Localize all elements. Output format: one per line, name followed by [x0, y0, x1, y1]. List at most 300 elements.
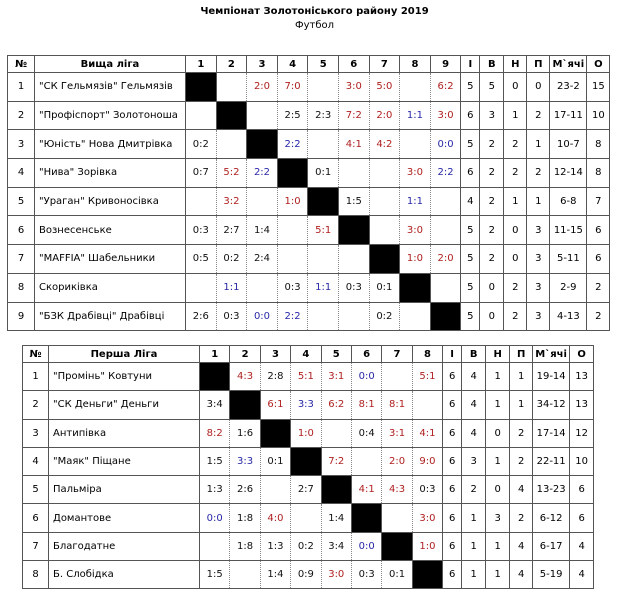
score-cell: 0:3 [186, 216, 217, 245]
stat-cell: 0 [527, 73, 550, 102]
score-cell: 1:0 [291, 419, 321, 447]
table-row [8, 73, 610, 102]
stat-cell: 8 [587, 130, 610, 159]
score-cell: 0:3 [277, 273, 308, 302]
score-cell: 9:0 [412, 447, 442, 475]
score-cell: 1:3 [260, 532, 290, 560]
header-stat: О [570, 346, 594, 363]
score-cell: 8:1 [351, 391, 381, 419]
score-cell: 3:0 [400, 216, 431, 245]
stat-cell: 2 [504, 273, 527, 302]
score-cell [412, 391, 442, 419]
score-cell: 3:1 [321, 363, 351, 391]
header-col-5: 5 [321, 346, 351, 363]
team-name: "СК Деньги" Деньги [49, 391, 200, 419]
stat-cell: 6 [443, 504, 462, 532]
score-cell: 0:1 [260, 447, 290, 475]
diagonal-cell [412, 561, 442, 589]
score-cell [200, 532, 230, 560]
header-col-1: 1 [200, 346, 230, 363]
score-cell: 6:2 [321, 391, 351, 419]
score-cell: 0:0 [247, 302, 278, 331]
stat-cell: 1 [486, 447, 510, 475]
row-number: 2 [8, 101, 35, 130]
score-cell: 2:2 [247, 159, 278, 188]
score-cell [400, 73, 431, 102]
score-cell: 2:2 [277, 302, 308, 331]
table-row [8, 101, 610, 130]
score-cell: 7:2 [321, 447, 351, 475]
stat-cell: 0 [480, 273, 504, 302]
score-cell [247, 101, 278, 130]
score-cell [247, 273, 278, 302]
score-cell [230, 561, 260, 589]
stat-cell: 7 [587, 187, 610, 216]
stat-cell: 6-8 [550, 187, 587, 216]
stat-cell: 1 [486, 363, 510, 391]
row-number: 1 [8, 73, 35, 102]
score-cell: 1:4 [247, 216, 278, 245]
header-col-7: 7 [369, 56, 400, 73]
row-number: 3 [23, 419, 49, 447]
score-cell [291, 504, 321, 532]
score-cell: 2:6 [230, 476, 260, 504]
score-cell [338, 159, 369, 188]
score-cell: 8:2 [200, 419, 230, 447]
header-stat: В [480, 56, 504, 73]
score-cell: 4:0 [260, 504, 290, 532]
score-cell: 1:1 [400, 101, 431, 130]
row-number: 4 [23, 447, 49, 475]
row-number: 6 [23, 504, 49, 532]
score-cell: 0:3 [216, 302, 247, 331]
stat-cell: 6 [461, 159, 480, 188]
stat-cell: 2 [510, 447, 533, 475]
table-row [8, 273, 610, 302]
diagonal-cell [369, 245, 400, 274]
stat-cell: 12-14 [550, 159, 587, 188]
score-cell: 7:2 [338, 101, 369, 130]
score-cell: 5:0 [369, 73, 400, 102]
page-subtitle: Футбол [294, 20, 335, 31]
table-row [8, 216, 610, 245]
score-cell: 0:2 [369, 302, 400, 331]
team-name: Скориківка [35, 273, 186, 302]
stat-cell: 0 [504, 73, 527, 102]
score-cell [186, 101, 217, 130]
header-col-4: 4 [277, 56, 308, 73]
header-stat: В [462, 346, 486, 363]
team-name: "Профіспорт" Золотоноша [35, 101, 186, 130]
diagonal-cell [400, 273, 431, 302]
score-cell: 2:5 [277, 101, 308, 130]
stat-cell: 2 [480, 159, 504, 188]
team-name: Благодатне [49, 532, 200, 560]
stat-cell: 2 [480, 216, 504, 245]
stat-cell: 6 [443, 532, 462, 560]
score-cell: 4:3 [382, 476, 412, 504]
row-number: 5 [23, 476, 49, 504]
score-cell: 2:0 [247, 73, 278, 102]
stat-cell: 0 [504, 245, 527, 274]
stat-cell: 1 [462, 561, 486, 589]
header-num: № [23, 346, 49, 363]
diagonal-cell [430, 302, 461, 331]
score-cell: 3:0 [412, 504, 442, 532]
score-cell: 1:0 [400, 245, 431, 274]
stat-cell: 1 [527, 130, 550, 159]
stat-cell: 1 [462, 532, 486, 560]
stat-cell: 4 [510, 561, 533, 589]
stat-cell: 6 [570, 476, 594, 504]
stat-cell: 5-11 [550, 245, 587, 274]
team-name: Пальміра [49, 476, 200, 504]
header-col-3: 3 [247, 56, 278, 73]
stat-cell: 1 [527, 187, 550, 216]
score-cell: 0:9 [291, 561, 321, 589]
league-name: Перша Ліга [49, 346, 200, 363]
stat-cell: 1 [462, 504, 486, 532]
header-col-1: 1 [186, 56, 217, 73]
score-cell: 0:2 [216, 245, 247, 274]
stat-cell: 2-9 [550, 273, 587, 302]
league-table-top [7, 55, 610, 331]
score-cell [400, 302, 431, 331]
team-name: Б. Слобідка [49, 561, 200, 589]
score-cell: 4:3 [230, 363, 260, 391]
score-cell: 4:1 [351, 476, 381, 504]
stat-cell: 5 [461, 273, 480, 302]
table-row [23, 504, 594, 532]
stat-cell: 11-15 [550, 216, 587, 245]
score-cell: 2:0 [382, 447, 412, 475]
stat-cell: 10-7 [550, 130, 587, 159]
stat-cell: 8 [587, 159, 610, 188]
team-name: "Юність" Нова Дмитрівка [35, 130, 186, 159]
score-cell [277, 216, 308, 245]
team-name: "БЗК Драбівці" Драбівці [35, 302, 186, 331]
table-row [23, 561, 594, 589]
header-stat: М`ячі [533, 346, 570, 363]
stat-cell: 5 [461, 216, 480, 245]
stat-cell: 23-2 [550, 73, 587, 102]
score-cell: 2:7 [216, 216, 247, 245]
score-cell [382, 504, 412, 532]
stat-cell: 0 [486, 476, 510, 504]
stat-cell: 2 [504, 159, 527, 188]
score-cell: 5:1 [291, 363, 321, 391]
score-cell: 0:0 [200, 504, 230, 532]
stat-cell: 5-19 [533, 561, 570, 589]
score-cell: 3:4 [200, 391, 230, 419]
score-cell [338, 302, 369, 331]
score-cell [308, 245, 339, 274]
stat-cell: 3 [462, 447, 486, 475]
score-cell: 1:6 [230, 419, 260, 447]
team-name: Вознесенське [35, 216, 186, 245]
score-cell: 6:1 [260, 391, 290, 419]
stat-cell: 5 [461, 130, 480, 159]
diagonal-cell [260, 419, 290, 447]
stat-cell: 5 [461, 302, 480, 331]
header-stat: Н [486, 346, 510, 363]
score-cell: 3:0 [321, 561, 351, 589]
row-number: 9 [8, 302, 35, 331]
stat-cell: 2 [510, 419, 533, 447]
stat-cell: 1 [504, 101, 527, 130]
header-col-8: 8 [400, 56, 431, 73]
team-name: "Нива" Зорівка [35, 159, 186, 188]
header-stat: О [587, 56, 610, 73]
row-number: 2 [23, 391, 49, 419]
score-cell: 2:3 [308, 101, 339, 130]
score-cell: 0:1 [382, 561, 412, 589]
score-cell: 2:7 [291, 476, 321, 504]
stat-cell: 4 [510, 476, 533, 504]
stat-cell: 1 [486, 532, 510, 560]
stat-cell: 6 [443, 363, 462, 391]
score-cell: 3:4 [321, 532, 351, 560]
score-cell: 0:4 [351, 419, 381, 447]
row-number: 8 [23, 561, 49, 589]
score-cell: 5:1 [412, 363, 442, 391]
row-number: 7 [23, 532, 49, 560]
row-number: 7 [8, 245, 35, 274]
score-cell [277, 245, 308, 274]
stat-cell: 6 [443, 447, 462, 475]
score-cell: 2:0 [430, 245, 461, 274]
stat-cell: 6 [443, 476, 462, 504]
score-cell: 0:3 [412, 476, 442, 504]
stat-cell: 1 [510, 391, 533, 419]
stat-cell: 1 [486, 561, 510, 589]
stat-cell: 1 [510, 363, 533, 391]
score-cell [186, 187, 217, 216]
stat-cell: 13 [570, 391, 594, 419]
score-cell: 1:4 [321, 504, 351, 532]
score-cell: 8:1 [382, 391, 412, 419]
stat-cell: 13 [570, 363, 594, 391]
stat-cell: 1 [504, 187, 527, 216]
score-cell [308, 130, 339, 159]
stat-cell: 15 [587, 73, 610, 102]
row-number: 4 [8, 159, 35, 188]
score-cell: 0:0 [430, 130, 461, 159]
stat-cell: 2 [480, 130, 504, 159]
header-col-2: 2 [230, 346, 260, 363]
score-cell [308, 302, 339, 331]
score-cell [308, 73, 339, 102]
score-cell: 4:1 [412, 419, 442, 447]
stat-cell: 6-17 [533, 532, 570, 560]
header-stat: П [510, 346, 533, 363]
stat-cell: 2 [480, 245, 504, 274]
score-cell: 0:1 [369, 273, 400, 302]
score-cell: 2:2 [430, 159, 461, 188]
score-cell: 2:6 [186, 302, 217, 331]
score-cell: 3:0 [400, 159, 431, 188]
score-cell: 5:2 [216, 159, 247, 188]
score-cell [369, 216, 400, 245]
header-col-2: 2 [216, 56, 247, 73]
stat-cell: 19-14 [533, 363, 570, 391]
table-row [23, 363, 594, 391]
score-cell [260, 476, 290, 504]
stat-cell: 4 [570, 561, 594, 589]
score-cell [430, 273, 461, 302]
score-cell: 1:8 [230, 532, 260, 560]
diagonal-cell [277, 159, 308, 188]
stat-cell: 2 [510, 504, 533, 532]
stat-cell: 5 [461, 73, 480, 102]
stat-cell: 4 [462, 391, 486, 419]
stat-cell: 2 [480, 187, 504, 216]
table-row [8, 245, 610, 274]
diagonal-cell [216, 101, 247, 130]
stat-cell: 4 [461, 187, 480, 216]
stat-cell: 0 [480, 302, 504, 331]
stat-cell: 6 [587, 216, 610, 245]
score-cell: 4:1 [338, 130, 369, 159]
stat-cell: 2 [527, 101, 550, 130]
stat-cell: 2 [527, 159, 550, 188]
diagonal-cell [351, 504, 381, 532]
score-cell: 1:1 [216, 273, 247, 302]
league-table-first [22, 345, 594, 589]
score-cell: 5:1 [308, 216, 339, 245]
score-cell: 0:5 [186, 245, 217, 274]
team-name: "Промінь" Ковтуни [49, 363, 200, 391]
table-row [23, 532, 594, 560]
stat-cell: 3 [527, 245, 550, 274]
diagonal-cell [230, 391, 260, 419]
score-cell: 0:1 [308, 159, 339, 188]
score-cell: 1:8 [230, 504, 260, 532]
header-stat: І [443, 346, 462, 363]
stat-cell: 6 [443, 419, 462, 447]
diagonal-cell [291, 447, 321, 475]
score-cell: 7:0 [277, 73, 308, 102]
row-number: 3 [8, 130, 35, 159]
table-row [23, 419, 594, 447]
score-cell [369, 187, 400, 216]
stat-cell: 10 [570, 447, 594, 475]
stat-cell: 2 [462, 476, 486, 504]
team-name: "Ураган" Кривоносівка [35, 187, 186, 216]
score-cell: 1:1 [400, 187, 431, 216]
score-cell: 1:3 [200, 476, 230, 504]
stat-cell: 17-14 [533, 419, 570, 447]
stat-cell: 6 [443, 391, 462, 419]
score-cell: 1:4 [260, 561, 290, 589]
header-col-9: 9 [430, 56, 461, 73]
diagonal-cell [308, 187, 339, 216]
stat-cell: 0 [486, 419, 510, 447]
stat-cell: 4 [462, 419, 486, 447]
row-number: 8 [8, 273, 35, 302]
score-cell [351, 447, 381, 475]
table-row [8, 187, 610, 216]
stat-cell: 6-12 [533, 504, 570, 532]
header-col-7: 7 [382, 346, 412, 363]
stat-cell: 10 [587, 101, 610, 130]
row-number: 6 [8, 216, 35, 245]
score-cell: 6:2 [430, 73, 461, 102]
header-num: № [8, 56, 35, 73]
table-row [8, 159, 610, 188]
table-header-row [23, 346, 594, 363]
diagonal-cell [200, 363, 230, 391]
score-cell: 1:1 [308, 273, 339, 302]
table-row [23, 391, 594, 419]
table-row [23, 476, 594, 504]
header-col-6: 6 [338, 56, 369, 73]
header-col-3: 3 [260, 346, 290, 363]
score-cell: 0:2 [291, 532, 321, 560]
stat-cell: 3 [527, 302, 550, 331]
header-stat: Н [504, 56, 527, 73]
stat-cell: 3 [527, 273, 550, 302]
score-cell: 0:0 [351, 532, 381, 560]
diagonal-cell [247, 130, 278, 159]
stat-cell: 4 [510, 532, 533, 560]
score-cell [216, 73, 247, 102]
stat-cell: 2 [587, 302, 610, 331]
score-cell: 3:2 [216, 187, 247, 216]
score-cell: 1:5 [200, 561, 230, 589]
score-cell: 2:8 [260, 363, 290, 391]
stat-cell: 34-12 [533, 391, 570, 419]
score-cell [338, 245, 369, 274]
score-cell [382, 363, 412, 391]
stat-cell: 5 [480, 73, 504, 102]
score-cell: 0:3 [338, 273, 369, 302]
diagonal-cell [382, 532, 412, 560]
diagonal-cell [186, 73, 217, 102]
stat-cell: 6 [570, 504, 594, 532]
header-col-5: 5 [308, 56, 339, 73]
score-cell: 0:3 [351, 561, 381, 589]
league-name: Вища ліга [35, 56, 186, 73]
diagonal-cell [321, 476, 351, 504]
score-cell [369, 159, 400, 188]
stat-cell: 17-11 [550, 101, 587, 130]
score-cell: 3:0 [430, 101, 461, 130]
stat-cell: 3 [480, 101, 504, 130]
row-number: 1 [23, 363, 49, 391]
stat-cell: 3 [527, 216, 550, 245]
header-stat: П [527, 56, 550, 73]
score-cell: 2:4 [247, 245, 278, 274]
score-cell [186, 273, 217, 302]
score-cell: 1:5 [200, 447, 230, 475]
stat-cell: 2 [504, 130, 527, 159]
score-cell [247, 187, 278, 216]
header-stat: М`ячі [550, 56, 587, 73]
score-cell [430, 216, 461, 245]
score-cell: 1:0 [277, 187, 308, 216]
score-cell: 0:2 [186, 130, 217, 159]
stat-cell: 6 [587, 245, 610, 274]
score-cell: 3:3 [291, 391, 321, 419]
stat-cell: 1 [486, 391, 510, 419]
score-cell [321, 419, 351, 447]
stat-cell: 2 [504, 302, 527, 331]
stat-cell: 4 [570, 532, 594, 560]
team-name: Антипівка [49, 419, 200, 447]
score-cell: 3:0 [338, 73, 369, 102]
score-cell: 2:0 [369, 101, 400, 130]
